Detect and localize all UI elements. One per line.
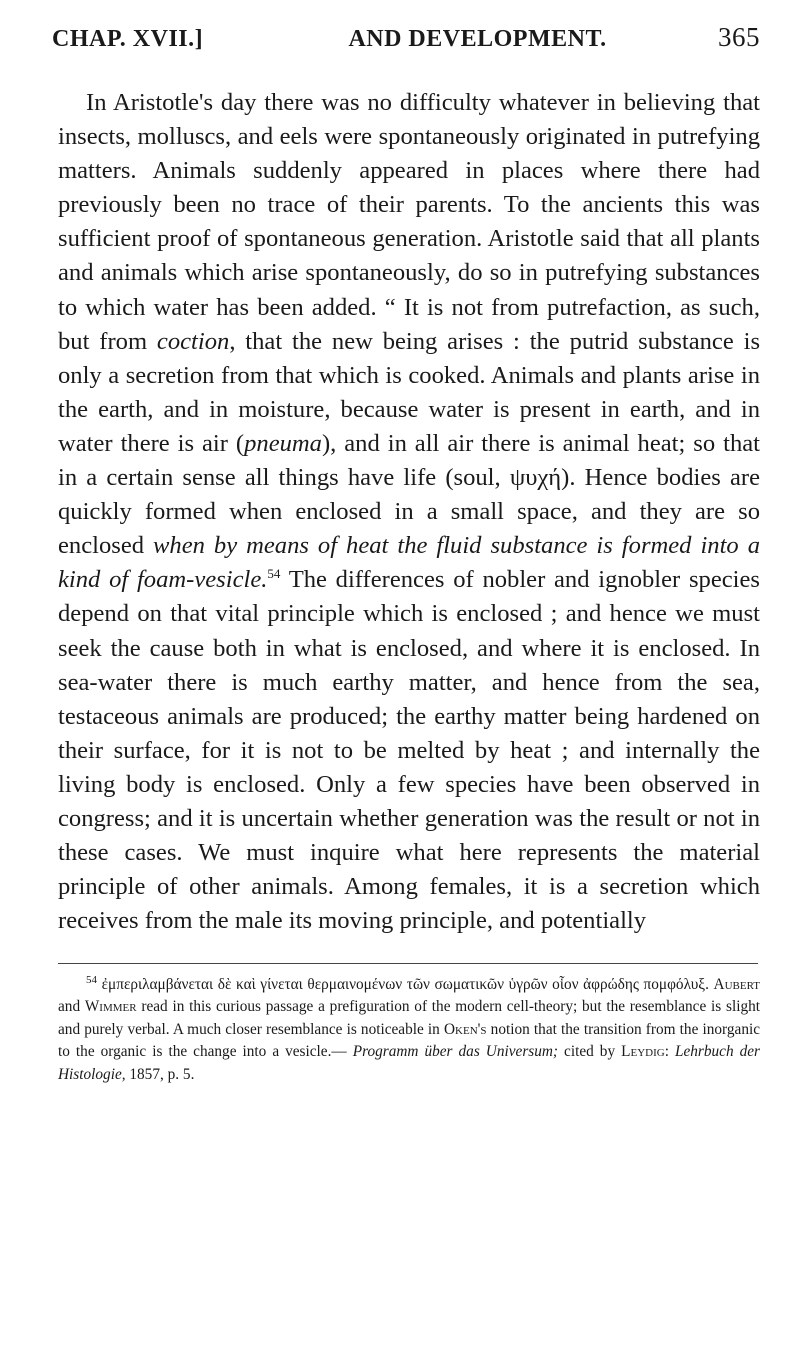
footnote-text-5: 1857, p. 5. [125, 1065, 195, 1083]
book-page [52, 22, 760, 1102]
footnote-rule [58, 963, 758, 964]
footnote-author-oken: Oken's [444, 1020, 487, 1038]
running-title: AND DEVELOPMENT. [348, 26, 607, 52]
page-number: 365 [717, 22, 760, 52]
running-head [52, 22, 760, 62]
body-text-4: The differences of nobler and ignobler species depend on that vital principle which is enclosed ; and hence we must seek the cause both in what is enclosed, and where it is enclosed. In sea-water there is much earthy matter, and hence from the sea, testaceous animals are produced; the earthy matter being hardened on their surface, for it is not to be melted by heat ; and internally the living body is enclosed. Only a few species have been observed in congress; and it is uncertain whether generation was the result or not in these cases. We must inquire what here represents the material principle of other animals. Among females, it is a secretion which receives from the male its moving principle, and potentially [58, 566, 760, 935]
footnote-work-programm: Programm über das Universum; [352, 1043, 559, 1061]
footnote-and: and [58, 998, 85, 1016]
footnote-work-lehrbuch: Lehrbuch der Histologie, [58, 1043, 761, 1083]
footnote-text-2: notion that the transition from the inorganic to the organic is the change into a vesicle.— [58, 1020, 761, 1061]
main-paragraph [52, 86, 760, 938]
footnote-number: 54 [86, 973, 97, 986]
footnote-greek: ἐμπεριλαμβάνεται δὲ καὶ γίνεται θερμαινομένων τῶν σωματικῶν ὑγρῶν οἷον ἀφρώδης πομφόλυξ. [97, 975, 714, 993]
footnote-text-4: : [664, 1043, 675, 1061]
footnote-text-3: cited by [558, 1043, 622, 1061]
footnote-reference[interactable]: 54 [267, 566, 281, 582]
chapter-label: CHAP. XVII.] [52, 26, 204, 52]
footnote-author-leydig: Leydig [621, 1043, 665, 1061]
body-text-1: In Aristotle's day there was no difficulty whatever in believing that insects, molluscs, and eels were spontaneously originated in putrefying matters. Animals suddenly appeared in places where there had previously been no trace of their parents. To the ancients this was sufficient proof of spontaneous generation. Aristotle said that all plants and animals which arise spontaneously, do so in putrefying substances to which water has been added. “ It is not from putrefaction, as such, but from [58, 89, 760, 355]
body-italic-pneuma: pneuma [244, 429, 322, 457]
body-italic-foam-vesicle: when by means of heat the fluid substance is formed into a kind of foam-vesicle. [58, 532, 760, 594]
body-text-2: , that the new being arises : the putrid substance is only a secretion from that which is cooked. Animals and plants arise in the earth, and in moisture, because water is present in earth, and in water there is air ( [58, 327, 761, 457]
footnote-author-aubert: Aubert [713, 975, 760, 993]
footnote-text-1: read in this curious passage a prefiguration of the modern cell-theory; but the resemblance is slight and purely verbal. A much closer resemblance is noticeable in [58, 998, 760, 1038]
body-text-3: ), and in all air there is animal heat; so that in a certain sense all things have life (soul, ψυχή). Hence bodies are quickly formed when enclosed in a small space, and they are so enclosed [58, 429, 760, 560]
footnote-54 [52, 974, 760, 1087]
body-italic-coction: coction [156, 327, 230, 355]
footnote-author-wimmer: Wimmer [84, 998, 137, 1016]
